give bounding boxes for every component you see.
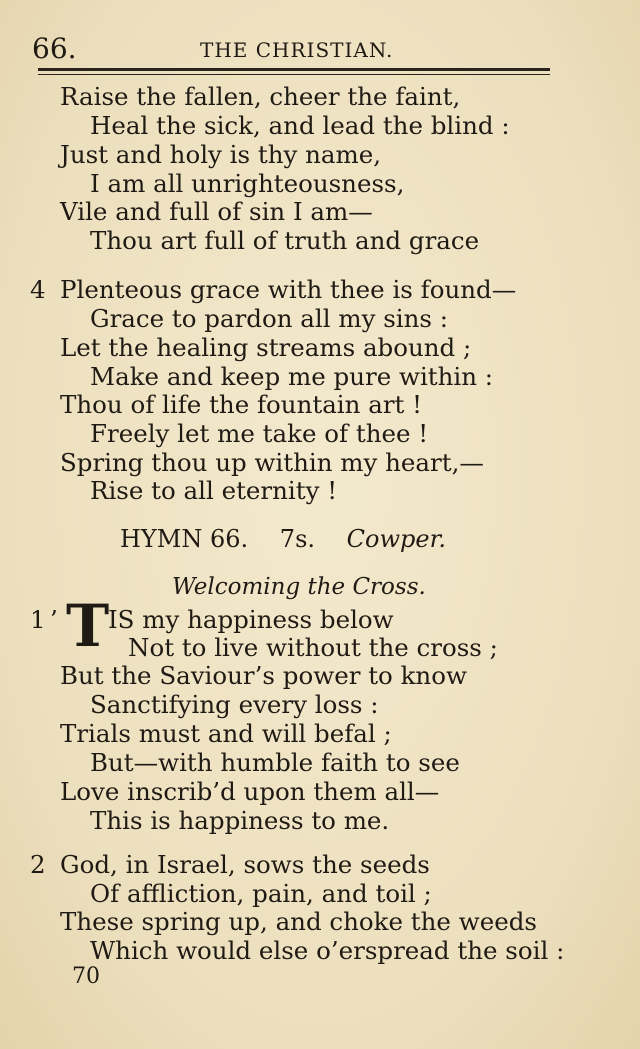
verse-line: Let the healing streams abound ;	[60, 333, 472, 362]
verse-line: Rise to all eternity !	[90, 476, 338, 505]
verse-line: Heal the sick, and lead the blind :	[90, 111, 510, 140]
verse-line: Not to live without the cross ;	[128, 633, 498, 662]
stanza-number: 4	[30, 275, 46, 304]
verse-line: Thou art full of truth and grace	[90, 226, 480, 255]
verse-line: Vile and full of sin I am—	[60, 197, 373, 226]
page-number: 66.	[32, 32, 77, 65]
verse-line: Sanctifying every loss :	[90, 690, 379, 719]
verse-line: Raise the fallen, cheer the faint,	[60, 82, 461, 111]
dropcap-apostrophe: ’	[50, 605, 58, 634]
verse-line: Freely let me take of thee !	[90, 419, 429, 448]
verse-line: IS my happiness below	[108, 605, 394, 634]
verse-line: Trials must and will befal ;	[60, 719, 392, 748]
verse-line: But the Saviour’s power to know	[60, 661, 467, 690]
hymn-author: Cowper.	[346, 525, 447, 553]
stanza-number: 1	[30, 605, 46, 634]
hymn-subtitle: Welcoming the Cross.	[172, 574, 426, 600]
stanza-number: 2	[30, 850, 46, 879]
hymn-title: HYMN 66.	[120, 525, 249, 553]
verse-line: This is happiness to me.	[90, 806, 390, 835]
signature-mark: 70	[72, 964, 100, 989]
verse-line: I am all unrighteousness,	[90, 169, 405, 198]
verse-line: Grace to pardon all my sins :	[90, 304, 449, 333]
verse-line: Plenteous grace with thee is found—	[60, 275, 517, 304]
verse-line: Just and holy is thy name,	[60, 140, 382, 169]
verse-line: God, in Israel, sows the seeds	[60, 850, 430, 879]
verse-line: Spring thou up within my heart,—	[60, 448, 484, 477]
verse-line: But—with humble faith to see	[90, 748, 460, 777]
verse-line: Thou of life the fountain art !	[60, 390, 423, 419]
running-head: THE CHRISTIAN.	[200, 38, 394, 62]
verse-line: These spring up, and choke the weeds	[60, 907, 537, 936]
hymn-heading	[120, 525, 446, 553]
verse-line: Love inscrib’d upon them all—	[60, 777, 440, 806]
page-header	[32, 28, 552, 64]
header-rule-thin	[38, 74, 550, 75]
verse-line: Make and keep me pure within :	[90, 362, 494, 391]
header-rule	[38, 68, 550, 71]
drop-cap: T	[66, 592, 110, 660]
verse-line: Of affliction, pain, and toil ;	[90, 879, 432, 908]
verse-line: Which would else o’erspread the soil :	[90, 936, 565, 965]
hymn-meter: 7s.	[279, 525, 316, 553]
